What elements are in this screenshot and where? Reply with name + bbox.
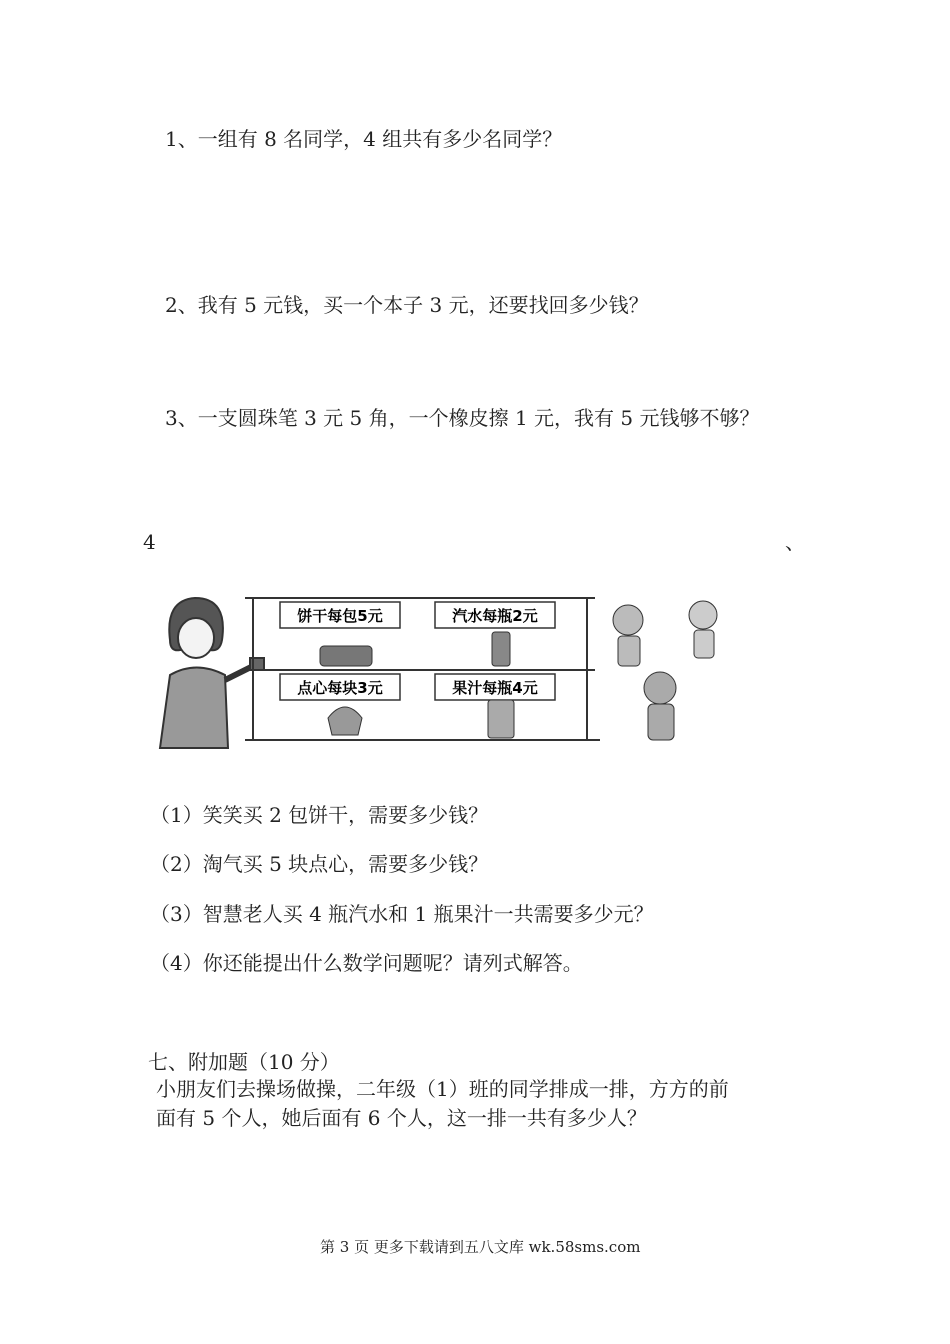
subquestion-1: （1）笑笑买 2 包饼干，需要多少钱？: [150, 803, 489, 827]
shop-illustration: [150, 580, 800, 750]
subquestion-4: （4）你还能提出什么数学问题呢？请列式解答。: [150, 951, 583, 975]
child-figure-2: [689, 601, 717, 658]
soda-bottle: [492, 632, 510, 666]
sign-soda: [435, 602, 555, 628]
question-1: 1、一组有 8 名同学，4 组共有多少名同学？: [165, 127, 563, 151]
svg-text:饼干每包5元: 饼干每包5元: [297, 607, 383, 625]
juice-bottle: [488, 700, 514, 738]
svg-text:汽水每瓶2元: 汽水每瓶2元: [452, 607, 538, 625]
question-3: 3、一支圆珠笔 3 元 5 角，一个橡皮擦 1 元，我有 5 元钱够不够？: [165, 406, 760, 430]
question-4-number: 4: [143, 530, 156, 554]
shopkeeper-figure: [160, 598, 264, 748]
bonus-text-line-2: 面有 5 个人，她后面有 6 个人，这一排一共有多少人？: [156, 1106, 647, 1130]
page-footer: 第 3 页 更多下载请到五八文库 wk.58sms.com: [320, 1238, 641, 1256]
sign-juice: [435, 674, 555, 700]
pastry: [328, 707, 362, 735]
svg-text:果汁每瓶4元: 果汁每瓶4元: [452, 679, 538, 697]
old-man-figure: [644, 672, 676, 740]
child-figure-1: [613, 605, 643, 666]
sign-biscuit: [280, 602, 400, 628]
question-2: 2、我有 5 元钱，买一个本子 3 元，还要找回多少钱？: [165, 293, 649, 317]
subquestion-2: （2）淘气买 5 块点心，需要多少钱？: [150, 852, 489, 876]
svg-text:点心每块3元: 点心每块3元: [297, 679, 383, 697]
sign-pastry: [280, 674, 400, 700]
subquestion-3: （3）智慧老人买 4 瓶汽水和 1 瓶果汁一共需要多少元？: [150, 902, 654, 926]
bonus-text-line-1: 小朋友们去操场做操，二年级（1）班的同学排成一排，方方的前: [156, 1077, 729, 1101]
question-4-mark: 、: [785, 530, 805, 554]
bonus-title: 七、附加题（10 分）: [148, 1050, 340, 1074]
biscuit-pack: [320, 646, 372, 666]
